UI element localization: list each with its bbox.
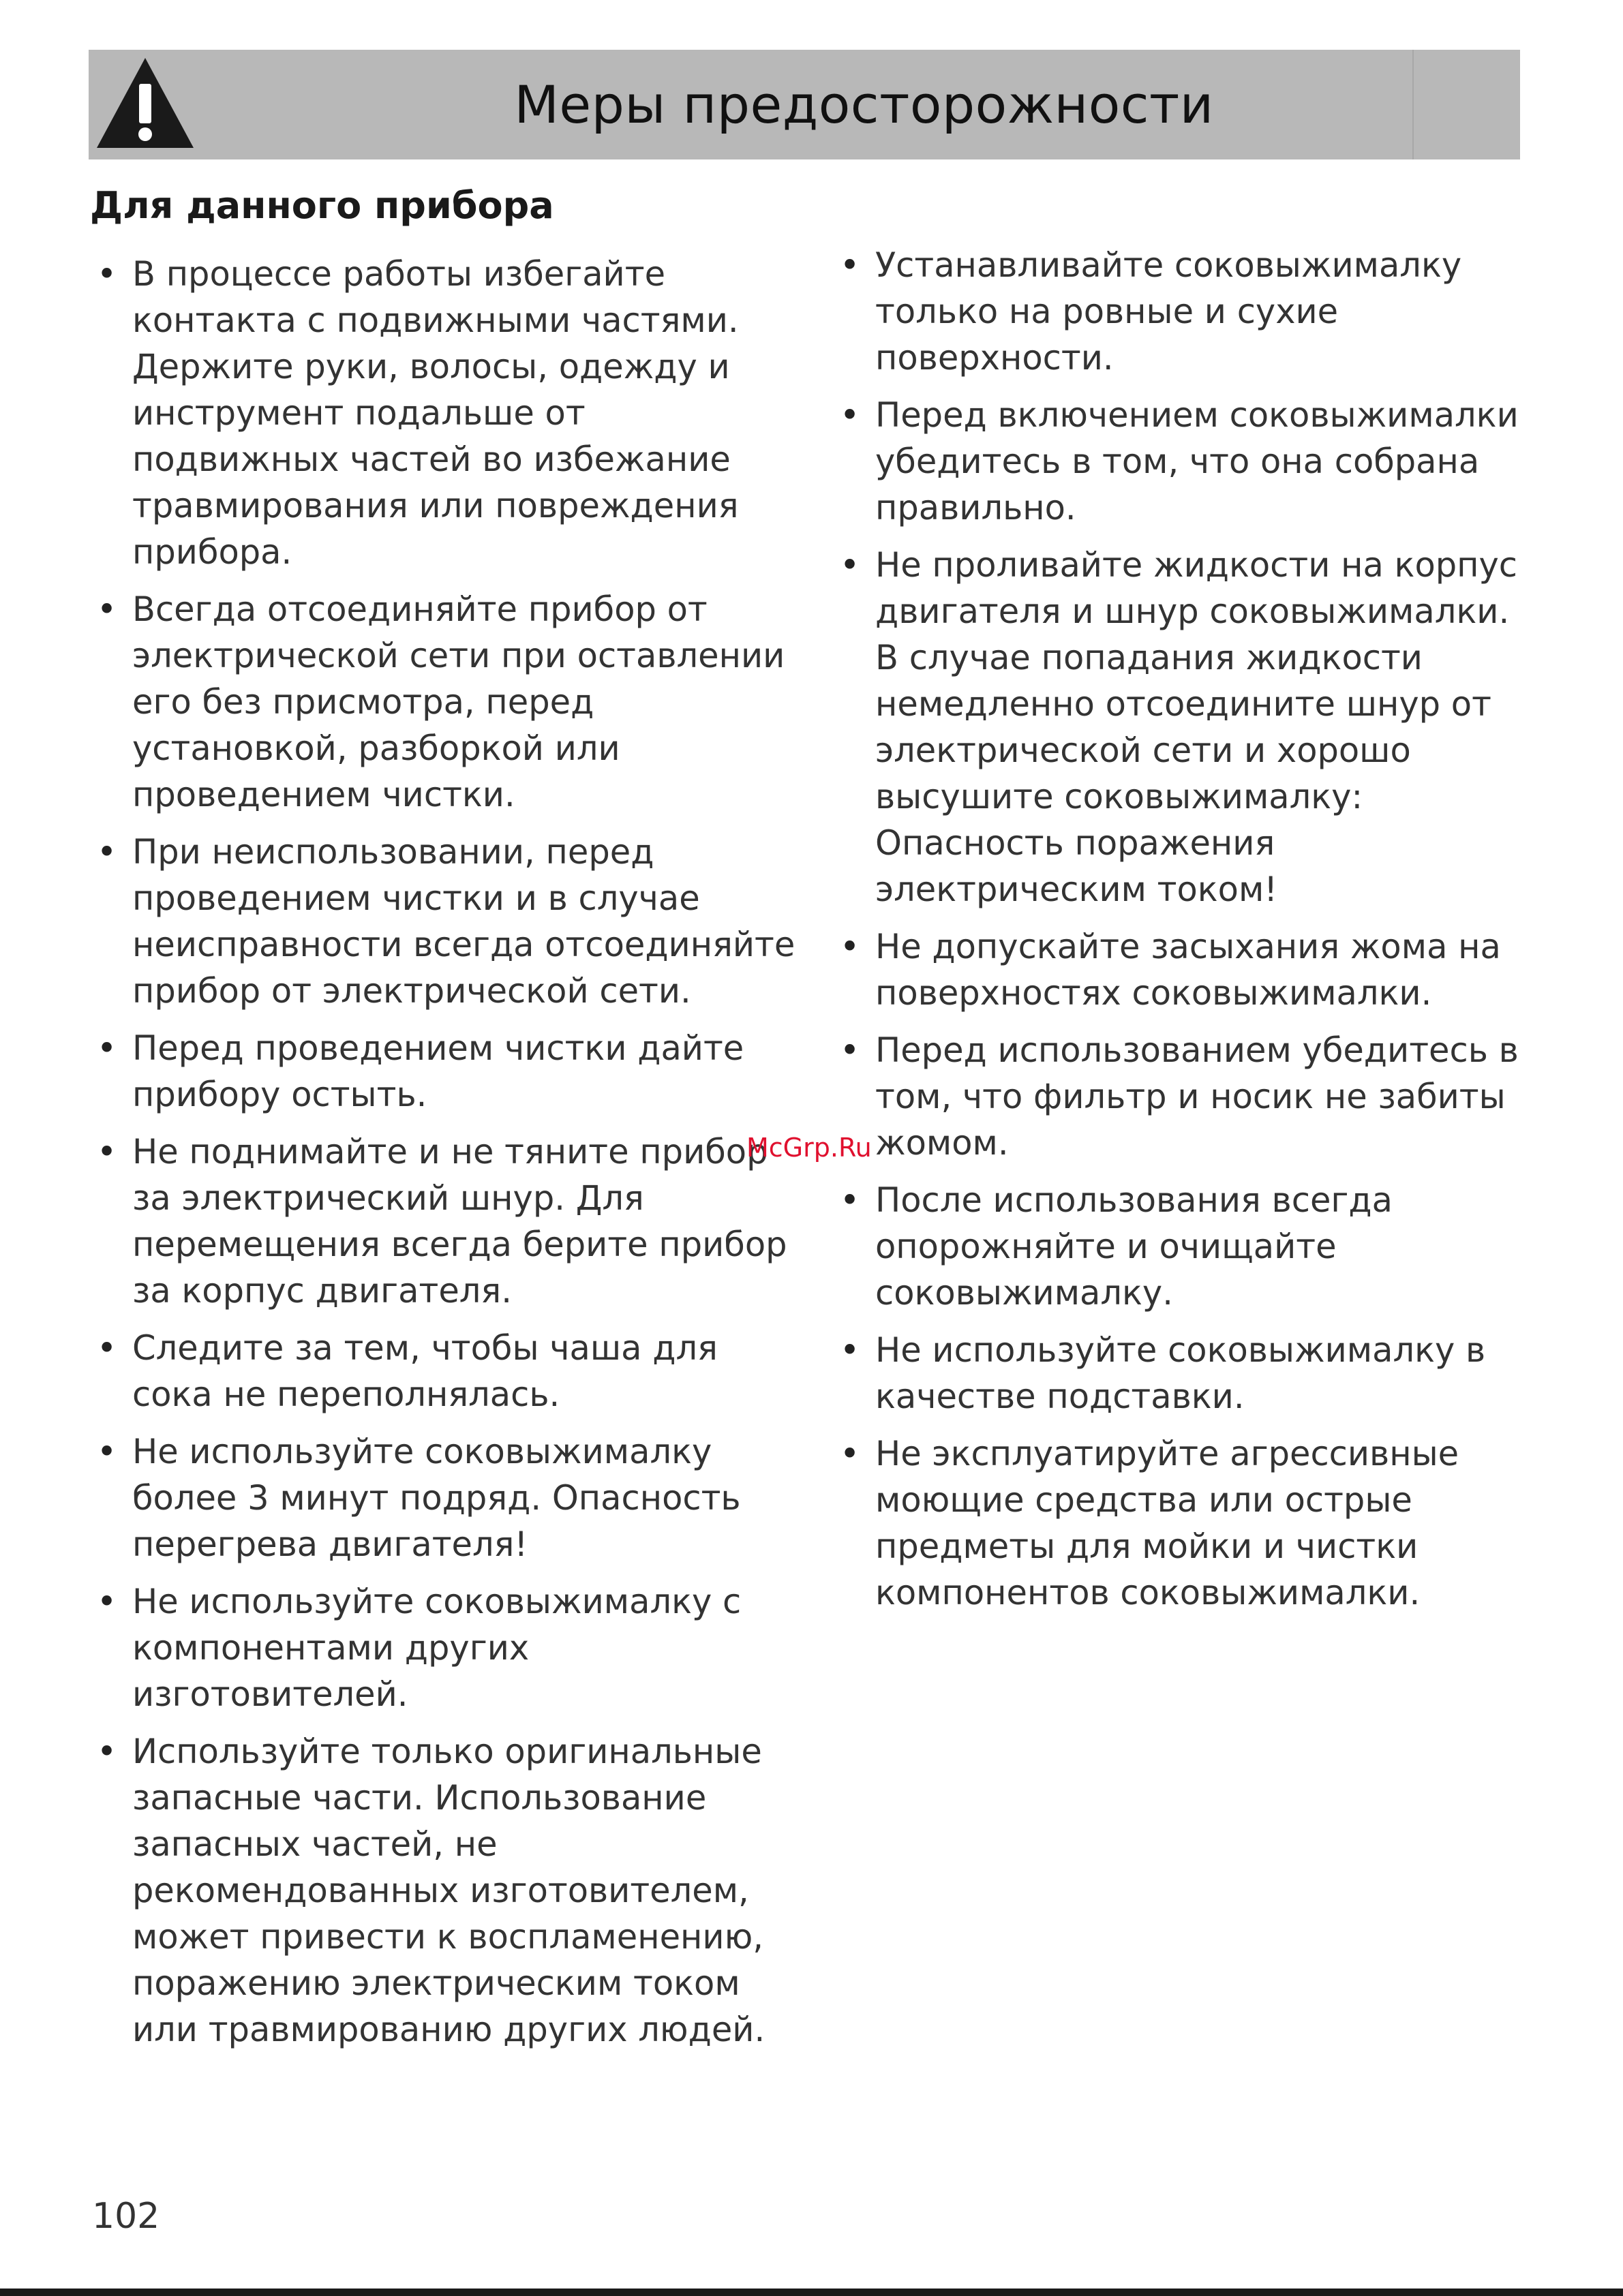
list-item	[89, 1728, 798, 2053]
list-item	[89, 1129, 798, 1314]
watermark-text: McGrp.Ru	[746, 1133, 872, 1163]
bullet-icon: •	[840, 1180, 860, 1220]
list-item	[832, 1327, 1527, 1420]
bullet-icon: •	[97, 1028, 117, 1068]
list-item	[89, 829, 798, 1014]
page-title: Меры предосторожности	[514, 74, 1214, 135]
bottom-rule	[0, 2289, 1623, 2296]
warning-triangle-icon	[94, 55, 196, 151]
list-item-text: При неиспользовании, перед проведением чистки и в случае неисправности всегда отсоединяйте прибор от электрической сети.	[132, 832, 795, 1011]
list-item-text: Устанавливайте соковыжималку только на ровные и сухие поверхности.	[875, 245, 1462, 378]
list-item-text: В процессе работы избегайте контакта с подвижными частями. Держите руки, волосы, одежду и инструмент подальше от подвижных частей во избежание травмирования или повреждения прибора.	[132, 254, 739, 572]
bullet-icon: •	[97, 1328, 117, 1368]
list-item	[832, 1027, 1527, 1166]
bullet-icon: •	[97, 832, 117, 872]
list-item	[832, 1430, 1527, 1616]
bullet-icon: •	[840, 1030, 860, 1070]
list-item-text: Перед использованием убедитесь в том, что фильтр и носик не забиты жомом.	[875, 1030, 1519, 1163]
page-header-bar	[89, 50, 1520, 159]
list-item	[832, 542, 1527, 913]
left-column-list	[89, 251, 798, 2064]
list-item-text: Перед включением соковыжималки убедитесь в том, что она собрана правильно.	[875, 395, 1519, 527]
right-column-list	[832, 242, 1527, 1627]
bullet-icon: •	[97, 1132, 117, 1172]
list-item-text: Не используйте соковыжималку с компонентами других изготовителей.	[132, 1582, 742, 1714]
bullet-icon: •	[840, 245, 860, 285]
list-item-text: Перед проведением чистки дайте прибору остыть.	[132, 1028, 744, 1114]
bullet-icon: •	[840, 545, 860, 585]
bullet-icon: •	[840, 395, 860, 435]
list-item-text: Используйте только оригинальные запасные части. Использование запасных частей, не рекомендованных изготовителем, может привести к воспламенению, поражению электрическим током или травмированию других людей.	[132, 1732, 765, 2049]
list-item-text: Не используйте соковыжималку в качестве подставки.	[875, 1330, 1486, 1416]
list-item	[832, 242, 1527, 381]
list-item	[89, 586, 798, 818]
list-item	[89, 1325, 798, 1418]
bullet-icon: •	[97, 1582, 117, 1621]
list-item	[832, 923, 1527, 1016]
list-item-text: После использования всегда опорожняйте и очищайте соковыжималку.	[875, 1180, 1393, 1313]
bullet-icon: •	[97, 254, 117, 294]
page-number: 102	[92, 2196, 160, 2237]
list-item-text: Не допускайте засыхания жома на поверхностях соковыжималки.	[875, 927, 1501, 1013]
list-item	[89, 251, 798, 575]
list-item	[832, 1177, 1527, 1316]
list-item	[832, 392, 1527, 531]
list-item-text: Следите за тем, чтобы чаша для сока не переполнялась.	[132, 1328, 718, 1414]
list-item	[89, 1025, 798, 1118]
list-item	[89, 1428, 798, 1567]
header-divider	[1412, 50, 1414, 159]
list-item-text: Не эксплуатируйте агрессивные моющие средства или острые предметы для мойки и чистки компонентов соковыжималки.	[875, 1434, 1459, 1612]
section-title: Для данного прибора	[90, 184, 554, 227]
list-item-text: Всегда отсоединяйте прибор от электрической сети при оставлении его без присмотра, перед установкой, разборкой или проведением чистки.	[132, 590, 785, 814]
bullet-icon: •	[840, 1434, 860, 1473]
list-item	[89, 1578, 798, 1717]
bullet-icon: •	[97, 1732, 117, 1771]
list-item-text: Не поднимайте и не тяните прибор за электрический шнур. Для перемещения всегда берите прибор за корпус двигателя.	[132, 1132, 787, 1311]
list-item-text: Не проливайте жидкости на корпус двигателя и шнур соковыжималки. В случае попадания жидкости немедленно отсоедините шнур от электрической сети и хорошо высушите соковыжималку: Опасность поражения электрическим током!	[875, 545, 1518, 909]
list-item-text: Не используйте соковыжималку более 3 минут подряд. Опасность перегрева двигателя!	[132, 1432, 741, 1564]
bullet-icon: •	[97, 1432, 117, 1471]
bullet-icon: •	[97, 590, 117, 629]
bullet-icon: •	[840, 927, 860, 966]
bullet-icon: •	[840, 1330, 860, 1370]
